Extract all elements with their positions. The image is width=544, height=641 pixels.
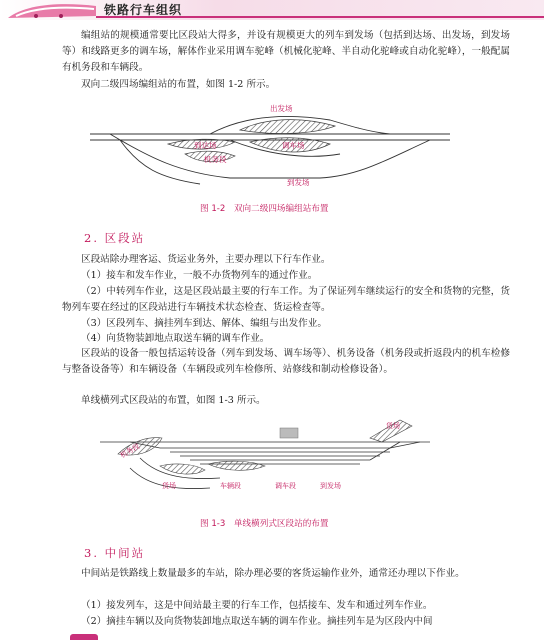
label-depot: 机务段 [119,442,142,460]
page-tab-marker [70,634,98,640]
list-item-2: （2）中转列车作业，这是区段站最主要的行车工作。为了保证列车继续运行的安全和货物的完整，货物列车要在经过的区段站进行车辆技术状态检查、货运检查等。 [62,286,510,313]
list-item-6: （2）摘挂车辆以及向货物装卸地点取送车辆的调车作业。摘挂列车是为区段内中间 [81,616,433,627]
list-item-5: （1）接发列车，这是中间站最主要的行车工作，包括接车、发车和通过列车作业。 [81,600,433,611]
freight-yard-shape [160,464,205,474]
paragraph-hump-yard: 编组站的规模通常要比区段站大得多，并设有规模更大的列车到发场（包括到达场、出发场，到发场等）和线路更多的调车场，解体作业采用调车驼峰（机械化驼峰、半自动化驼峰或自动化驼峰），一般配属有机务段和车辆段。 [62,30,510,73]
car-depot-shape [208,461,265,470]
paragraph-district-equipment: 区段站的设备一般包括运转设备（列车到发场、调车场等）、机务设备（机务段或折返段内的机车检修与整备设备等）和车辆设备（车辆段或列车检修所、站修线和制动检修设备）。 [62,348,510,375]
page-header [0,0,544,24]
label-car-depot: 车辆段 [220,482,241,490]
label-departure-yard: 出发场 [270,104,293,113]
station-building [280,428,298,438]
section-title-district-station: 2. 区段站 [84,231,146,245]
figure-district-station [100,418,430,508]
paragraph-district-intro: 区段站除办理客运、货运业务外，主要办理以下行车作业。 [81,254,331,265]
label-shunting-section: 调车段 [275,482,296,490]
paragraph-intermediate-intro: 中间站是铁路线上数量最多的车站，除办理必要的客货运输作业外，通常还办理以下作业。 [81,568,465,579]
label-arrival-departure-yard: 到发场 [287,178,310,187]
label-freight-yard: 货场 [162,482,176,490]
figure2-caption: 图 1-2 双向二级四场编组站布置 [200,204,329,214]
departure-yard-shape [240,120,335,134]
paragraph-fig3-intro: 单线横列式区段站的布置，如图 1-3 所示。 [81,395,266,406]
figure3-caption: 图 1-3 单线横列式区段站的布置 [200,519,329,529]
label-freight-yard-top: 货场 [386,422,400,430]
label-depot: 机务段 [204,155,227,164]
label-shunting-yard: 调车场 [282,141,305,150]
paragraph-fig2-intro: 双向二级四场编组站的布置，如图 1-2 所示。 [81,79,276,90]
figure-marshalling-yard [90,98,450,198]
label-arrival-departure-yard: 到发场 [320,482,341,490]
train-logo-icon [6,0,98,20]
header-title: 铁路行车组织 [104,3,183,17]
section-title-intermediate-station: 3. 中间站 [84,546,146,560]
list-item-1: （1）接车和发车作业，一般不办货物列车的通过作业。 [81,270,318,281]
label-arrival-yard: 到达场 [194,141,217,150]
list-item-4: （4）向货物装卸地点取送车辆的调车作业。 [81,333,270,344]
list-item-3: （3）区段列车、摘挂列车到达、解体、编组与出发作业。 [81,318,327,329]
